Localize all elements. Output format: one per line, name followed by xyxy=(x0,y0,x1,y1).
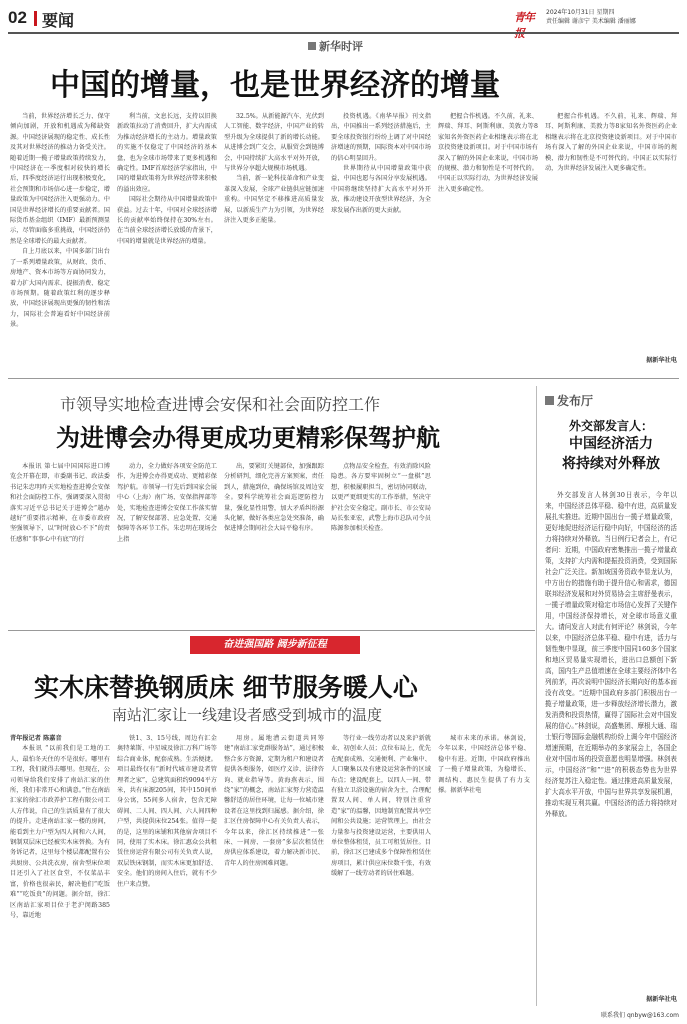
article2-column-3: 出，要紧盯关键部位，加强跟踪分析研判，细化完善方案预案，责任到人，措施到位，确保场馆及周边安全。要科学统筹社会面巡逻防控力量，强化显性用警，加大矛盾纠纷源头化解，做好各类应急处突准备，确保进博会期间社会大局平稳有序。 xyxy=(224,463,324,533)
issue-info xyxy=(546,8,636,26)
issue-editors: 责任编辑 谢彦宁 美术编辑 潘丽娜 xyxy=(546,18,636,25)
sidebar-title-line-1: 外交部发言人： xyxy=(568,419,653,433)
article2-column-2: 动力，全力做好各项安全防范工作，为进博会办得更成功、更精彩保驾护航。市领导一行先后到国家会展中心（上海）南广场、安保指挥部等处，实地检查进博会安保工作落实情况，了解安保部署、应急处置、交通保障等各环节工作。朱忠明在现场会上指 xyxy=(117,463,217,543)
article3-column-2: 铁1、3、15号线，周边有汇金奥特莱斯、中星城及徐汇万科广场等综合商业体，配套成熟。生活便捷。项目最终仅有“新时代城市建设者管理者之家”，总建筑面积约9094平方米，共有床源205间，其中150间单身公寓，55间多人宿舍，包含无障碍间、二人间、四人间、六人间四种户型，共提供床位254张。值得一提的是，这里的床铺和其他宿舍项目不同，使用了实木床。徐汇惠众公共租赁住房运营有限公司有关负责人说，双层铁床钢制，而实木床更加舒适、安全。他们的房间入住后，就有不少住户来点赞。 xyxy=(117,735,217,888)
article3-subtitle: 南站汇家让一线建设者感受到城市的温度 xyxy=(112,706,383,724)
article3-title: 实木床替换钢质床 细节服务暖人心 xyxy=(34,673,418,702)
article3-byline: 青年报记者 陈嘉音 xyxy=(10,735,62,742)
sidebar-signoff: 据新华社电 xyxy=(646,996,677,1003)
article3-column-3: 用房。属地漕云街道共同筹建“南站汇家党群服务站”，通过积极整合多方资源，定期为租户和建设者提供各类服务，如医疗义诊、法律咨询、就业指导等。黄海燕表示，围绕“家”的概念，南站汇家努力营造温馨舒适的居住环境，让每一位城市建设者在这里找到归属感。据介绍，徐汇区住房保障中心有关负责人表示，今年以来，徐汇区持续推进“一张床、一间房、一套房”多层次租赁住房供应体系建设，着力解决新市民、青年人的住房困难问题。 xyxy=(224,735,324,867)
sidebar-title-line-3: 将持续对外释放 xyxy=(562,456,660,472)
newspaper-logo: 青年 xyxy=(514,11,534,24)
page-number: 02 xyxy=(8,8,27,27)
article3-column-5: 城市未来的承诺。林剑说，今年以来，中国经济总体平稳、稳中有进。近期，中国政府推出了一揽子增量政策，为稳增长、调结构、惠民生提供了有力支撑。据新华社电 xyxy=(438,735,530,795)
header-rule xyxy=(8,32,679,34)
article2-bottom-rule xyxy=(8,630,535,631)
article2-subtitle: 市领导实地检查进博会安保和社会面防控工作 xyxy=(60,395,381,414)
article1-kicker: 新华时评 xyxy=(308,38,363,54)
article2-title: 为进博会办得更成功更精彩保驾护航 xyxy=(56,424,440,452)
article1-signoff: 据新华社电 xyxy=(646,357,677,364)
sidebar-body: 外交部发言人林剑30日表示，今年以来，中国经济总体平稳、稳中有进，高质量发展扎实推进。近期中国出台一揽子增量政策，更好地促进经济运行稳中向好，中国经济的活力将持续对外释放。当日例行记者会上，有记者问：近期，中国政府密集推出一揽子增量政策，支持扩大内需和提振投资消费，受到国际社会广泛关注。新加坡国务资政李显龙认为，中方出台的措施有助于提升信心和需求，德国联邦经济发展和对外贸易协会主席舒曼表示，一揽子增量政策对稳定市场信心发挥了关键作用，中国经济保持增长，对全球市场意义重大。请问发言人对此有何评论？林剑说，今年以来，中国经济总体平稳、稳中有进，活力与韧性集中显现，前三季度中国同160多个国家和地区贸易量实现增长，进出口总额创下新高，国内生产总值增速在全球主要经济体中名列前茅，再次说明中国经济长期向好的基本面没有改变。“近期中国政府多部门积极出台一揽子增量政策，进一步释放经济增长潜力，激发消费和投资热情，赢得了国际社会对中国发展的信心。”林剑说，高盛集团、摩根大通、瑞士银行等国际金融机构纷纷上调今年中国经济增速预期，在近期举办的多家展会上，各国企业对中国市场的投资意愿也明显增强。林剑表示，中国经济“和”“进”的积极态势也为世界经济复苏注入稳定性。通过推进高质量发展，扩大高水平开放，中国与世界共享发展机遇，推动实现互利共赢。中国经济的活力将持续对外释放。 xyxy=(545,491,677,818)
article1-column-2: 利当前，文息长远，支持以旧换新政策拉动了消费回升，扩大内需成为推动经济增长的主动力。增量政策的实施不仅稳定了中国经济的基本盘，也为全球市场带来了更多机遇和确定性。IMF首席经济学家指出，中国的增量政策将为世界经济带来积极的溢出效应。 国际社会期待从中国增量政策中获益。过去十年，中国对全球经济增长的贡献率始终保持在30%左右。在当前全球经济增长放缓的背景下，中国的增量就是世界经济的增量。 xyxy=(117,113,217,245)
sidebar-title xyxy=(545,418,677,474)
section-name: 要闻 xyxy=(42,11,75,30)
article3-banner: 奋进强国路 阔步新征程 xyxy=(190,636,360,654)
issue-date: 2024年10月31日 星期四 xyxy=(546,9,615,16)
sidebar-header: 发布厅 xyxy=(545,392,593,409)
article1-column-5: 把握合作机遇。不久前，礼来、辉瑞、拜耳、阿斯利康、美敦力等8家知名外资医药企业相继表示将在北京投资建设新项目。对于中国市场有深入了解的外国企业来说，中国市场的规模、潜力和韧性是不可替代的。中国正以实际行动，为世界经济发展注入更多确定性。 xyxy=(438,113,538,193)
article2-column-4: 点物品安全检查，有效消除风险隐患。各方要牢固树立“一盘棋”思想，积极履职担当，密切协同联动，以更严更细更实的工作举措，坚决守护社会安全稳定。副市长、市公安局局长张亚宏，武警上海市总队司令员陈源参加相关检查。 xyxy=(331,463,431,533)
article3-column-4: 等行业一线劳动者以及来沪新就业、初创业人员；点位布局上，优先在配套成熟、交通便利、产业集中、人口聚集以及有建设运营条件的区域布点；建设配套上，以四人一间、带有独立卫浴设施的宿舍为主，合理配置双人间、单人间，特别注重营造“家”的温馨，因地制宜配置共享空间和公共设施；运营管理上，由社会力量参与投资建设运营，主要供用人单位整体租赁，员工可租赁居住。目前，徐汇区已建成多个保障性租赁住房项目，累计供应床位数千张，有效缓解了一线劳动者的居住难题。 xyxy=(331,735,431,878)
article2-column-1: 本报讯 第七届中国国际进口博览会开幕在即，市委副书记、政法委书记朱忠明昨天实地检查进博会安保和社会面防控工作，强调要深入贯彻落实习近平总书记关于进博会“越办越好”重要指示精神，在市委市政府坚强领导下，以“时时放心不下”的责任感和“事事心中有底”的行 xyxy=(10,463,110,543)
section-divider-bar xyxy=(34,11,37,26)
article1-column-6: 把握合作机遇。不久前，礼来、辉瑞、拜耳、阿斯利康、美敦力等8家知名外资医药企业相继表示将在北京投资建设新项目。对于中国市场有深入了解的外国企业来说，中国市场的规模、潜力和韧性是不可替代的。中国正以实际行动，为世界经济发展注入更多确定性。 xyxy=(545,113,677,173)
article1-bottom-rule xyxy=(8,378,679,379)
article1-column-3: 32.5%。从新能源汽车、光伏到人工智能、数字经济，中国产业的转型升级为全球提供了新的增长动能。从进博会到广交会，从服贸会到链博会，中国持续扩大高水平对外开放，与世界分享超大规模市场机遇。 当前，新一轮科技革命和产业变革深入发展，全球产业链供应链加速重构。中国坚定不移推进高质量发展，以新质生产力为引领，为世界经济注入更多正能量。 xyxy=(224,113,324,225)
masthead xyxy=(8,8,679,32)
article1-column-4: 投资机遇。《南华早报》刊文指出，中国推出一系列经济措施后，主要全球投资银行纷纷上调了对中国经济增速的预期，国际资本对中国市场的信心明显回升。 世界期待从中国增量政策中获益，中国也愿与各国分享发展机遇。中国将继续坚持扩大高水平对外开放，推动建设开放型世界经济，为全球发展作出新的更大贡献。 xyxy=(331,113,431,214)
sidebar-divider xyxy=(536,386,537,1006)
sidebar-title-line-2: 中国经济活力 xyxy=(569,436,653,452)
article1-title: 中国的增量，也是世界经济的增量 xyxy=(50,68,500,103)
sidebar-signoff-wrap xyxy=(545,995,677,1007)
page-footer: 联系我们 qnbyw@163.com xyxy=(601,1012,679,1019)
article1-signoff-wrap xyxy=(545,356,677,368)
article3-column-1: 青年报记者 陈嘉音 本报讯 “以前我们是工地的工人，最怕冬天住的不是很好。哪里有工程，我们就得去哪里。但现在，公司领导给我们安排了南站汇家的住所，我们非常开心和满意。”住在南站汇家的徐汇市政养护工程有限公司工人方伟说，自己的生活质量有了很大的提升。走进南站汇家一楼的房间，能看到主力户型为四人间和六人间，钢制双层床已经被实木床替换。为有务诉记者，这里每个楼层都配置有公共厨房、公共洗衣房，宿舍型床位项目还引入了社区食堂，不仅菜品丰富，价格也很亲民，解决他们“吃饭难”“吃饭贵”的问题。据介绍，徐汇区南站汇家项目位于老沪闵路385号，靠近地 xyxy=(10,735,110,919)
article1-column-1: 当前，世界经济增长乏力、保守倾向加剧，开放和机遇成为稀缺资源。中国经济展现的稳定性、成长性及其对世界经济的推动力备受关注。随着近期一揽子增量政策持续发力，中国经济在一季度相对较快的增长后，四季度经济运行出现积极变化，社会预期和市场信心进一步稳定，增量政策为中国经济注入更强动力。中国是世界经济增长的重要贡献者。国际货币基金组织（IMF）最新预测显示，尽管面临多重挑战，中国经济仍然是全球增长的最大贡献者。 自上月底以来，中国多部门出台了一系列增量政策，从财政、货币、房地产、资本市场等方面协同发力，着力扩大国内需求、提振消费、稳定市场预期。随着政策红利的逐步释放，中国经济展现出更强的韧性和活力，国际社会普遍看好中国经济前景。 xyxy=(10,113,110,329)
